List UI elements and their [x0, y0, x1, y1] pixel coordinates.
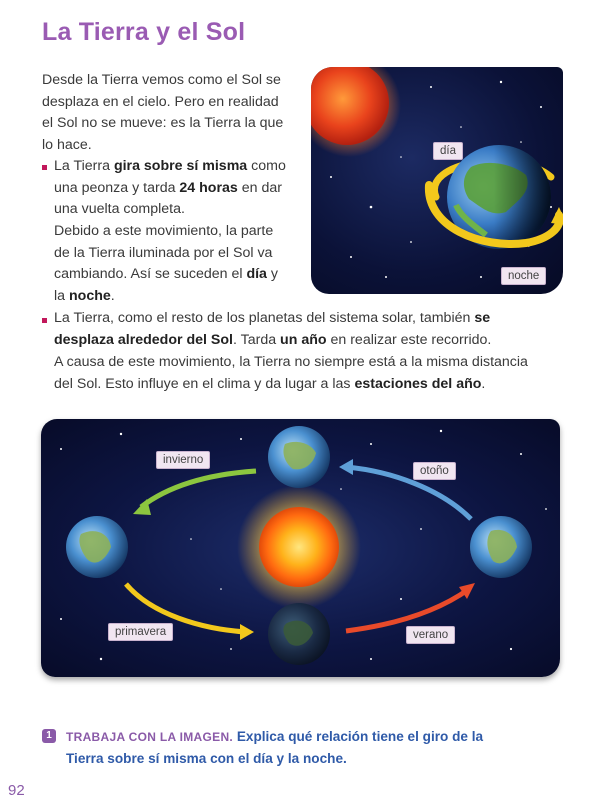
text-run: como una peonza y tarda — [54, 158, 286, 196]
bold-run: 24 horas — [179, 179, 238, 196]
arrow-head — [551, 207, 563, 225]
earth-winter — [268, 426, 330, 488]
activity-text: Explica qué relación tiene el giro de la Tierra sobre sí misma con el día y la noche. — [66, 729, 484, 766]
page-title: La Tierra y el Sol — [42, 18, 246, 46]
activity-heading: TRABAJA CON LA IMAGEN. — [66, 730, 234, 744]
bullet-rotation — [54, 156, 290, 221]
bold-run: se desplaza alrededor del Sol — [54, 310, 491, 348]
text-run: . — [110, 287, 115, 304]
earth-summer — [268, 603, 330, 665]
label-day: día — [433, 142, 463, 160]
bold-run: un año — [280, 331, 327, 348]
bold-run: estaciones del año — [354, 375, 482, 392]
text-run: y la — [54, 266, 278, 304]
text-run: La Tierra, como el resto de los planetas del sistema solar, también — [54, 310, 475, 326]
bullet-marker — [42, 318, 47, 323]
earth-orbit-illustration — [41, 419, 560, 677]
earth-rotation-illustration — [311, 67, 563, 294]
bold-run: gira sobre sí misma — [113, 158, 248, 174]
text-run: . Tarda — [232, 331, 281, 348]
earth-spring — [66, 516, 128, 578]
intro-paragraph: Desde la Tierra vemos como el Sol se desplaza en el cielo. Pero en realidad el Sol no se mueve: es la Tierra la que lo hace. — [42, 72, 284, 153]
text-run: en realizar este recorrido. — [326, 331, 492, 348]
earth-rotation-drawing — [311, 67, 563, 294]
text-run: La Tierra — [54, 158, 114, 174]
page-number: 92 — [8, 782, 25, 799]
activity-prompt — [66, 726, 496, 769]
orbit-arrow-winter — [141, 471, 256, 507]
bullet-marker — [42, 165, 47, 170]
bold-run: día — [246, 266, 267, 282]
label-spring: primavera — [108, 623, 173, 641]
text-run: Debido a este movimiento, la parte de la Tierra iluminada por el Sol va cambiando. Así se suceden el — [54, 223, 274, 282]
earth-autumn — [470, 516, 532, 578]
arrow-head — [339, 459, 353, 475]
label-autumn: otoño — [413, 462, 456, 480]
translation-explanation — [54, 352, 550, 395]
label-summer: verano — [406, 626, 455, 644]
activity-number: 1 — [42, 729, 56, 743]
text-run: en dar una vuelta completa. — [54, 179, 282, 217]
sun-icon — [259, 507, 339, 587]
bold-run: noche — [68, 287, 111, 304]
orbit-arrow-summer — [346, 589, 469, 631]
rotation-explanation — [54, 221, 292, 307]
label-night: noche — [501, 267, 546, 285]
text-run: . — [481, 375, 486, 392]
arrow-head — [240, 624, 254, 640]
text-run: A causa de este movimiento, la Tierra no siempre está a la misma distancia del Sol. Esto influye en el clima y da lugar a las — [54, 354, 528, 392]
label-winter: invierno — [156, 451, 210, 469]
bullet-translation — [54, 308, 542, 351]
